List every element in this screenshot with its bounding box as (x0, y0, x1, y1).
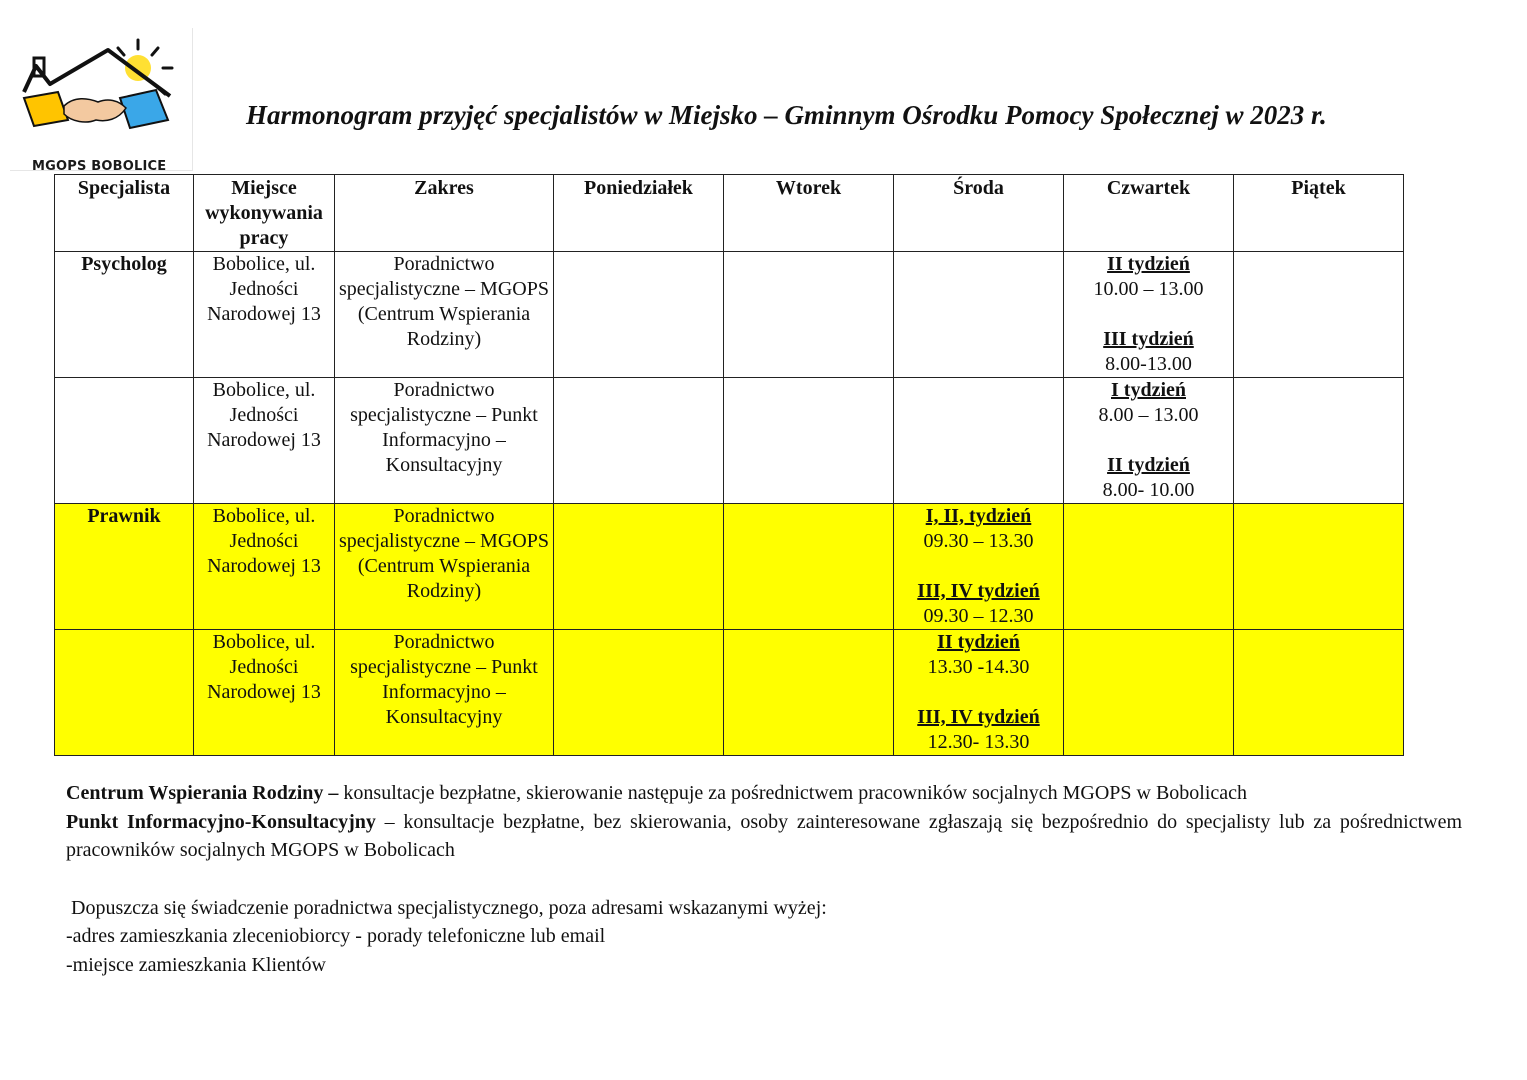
hours: 12.30- 13.30 (927, 731, 1030, 753)
week-label: II tydzień (937, 631, 1020, 653)
scope-cell: Poradnictwo specjalistyczne – MGOPS (Centrum Wspierania Rodziny) (335, 504, 554, 630)
friday-cell (1234, 504, 1404, 630)
table-header-row (55, 175, 1404, 252)
week-label: III tydzień (1103, 328, 1194, 350)
table-row (55, 630, 1404, 756)
notes-section (66, 779, 1462, 979)
note-cwr-term: Centrum Wspierania Rodziny – (66, 782, 339, 804)
wednesday-cell (894, 378, 1064, 504)
thursday-cell (1064, 630, 1234, 756)
header-friday: Piątek (1234, 175, 1404, 252)
tuesday-cell (724, 504, 894, 630)
friday-cell (1234, 252, 1404, 378)
specialist-cell (55, 630, 194, 756)
header-monday: Poniedziałek (554, 175, 724, 252)
week-label: III, IV tydzień (917, 580, 1040, 602)
specialist-cell: Prawnik (55, 504, 194, 630)
place-cell: Bobolice, ul. Jedności Narodowej 13 (194, 378, 335, 504)
note-pik (66, 808, 1462, 865)
table-row (55, 504, 1404, 630)
monday-cell (554, 630, 724, 756)
week-label: II tydzień (1107, 253, 1190, 275)
place-cell: Bobolice, ul. Jedności Narodowej 13 (194, 252, 335, 378)
note-cwr-text: konsultacje bezpłatne, skierowanie następuje za pośrednictwem pracowników socjalnych MGOPS w Bobolicach (338, 782, 1248, 804)
logo-text: MGOPS BOBOLICE (32, 159, 167, 174)
header-tuesday: Wtorek (724, 175, 894, 252)
header-wednesday: Środa (894, 175, 1064, 252)
logo (10, 28, 193, 174)
scope-cell: Poradnictwo specjalistyczne – MGOPS (Centrum Wspierania Rodziny) (335, 252, 554, 378)
monday-cell (554, 504, 724, 630)
page-title: Harmonogram przyjęć specjalistów w Miejsko – Gminnym Ośrodku Pomocy Społecznej w 2023 r. (246, 100, 1327, 130)
week-label: I tydzień (1111, 379, 1186, 401)
wednesday-cell (894, 252, 1064, 378)
header-scope: Zakres (335, 175, 554, 252)
note-pik-term: Punkt Informacyjno-Konsultacyjny (66, 810, 376, 833)
hours: 09.30 – 12.30 (923, 605, 1034, 627)
place-cell: Bobolice, ul. Jedności Narodowej 13 (194, 630, 335, 756)
hours: 13.30 -14.30 (927, 656, 1030, 678)
week-label: III, IV tydzień (917, 706, 1040, 728)
friday-cell (1234, 630, 1404, 756)
table-row (55, 378, 1404, 504)
note-allow: Dopuszcza się świadczenie poradnictwa specjalistycznego, poza adresami wskazanymi wyżej: (66, 896, 827, 919)
schedule-table (54, 174, 1404, 756)
thursday-cell (1064, 252, 1234, 378)
header-place: Miejsce wykonywania pracy (194, 175, 335, 252)
specialist-cell: Psycholog (55, 252, 194, 378)
wednesday-cell (894, 630, 1064, 756)
note-item-1: -adres zamieszkania zleceniobiorcy - porady telefoniczne lub email (66, 925, 606, 947)
wednesday-cell (894, 504, 1064, 630)
place-cell: Bobolice, ul. Jedności Narodowej 13 (194, 504, 335, 630)
friday-cell (1234, 378, 1404, 504)
tuesday-cell (724, 378, 894, 504)
thursday-cell (1064, 504, 1234, 630)
scope-cell: Poradnictwo specjalistyczne – Punkt Informacyjno – Konsultacyjny (335, 630, 554, 756)
header-thursday: Czwartek (1064, 175, 1234, 252)
tuesday-cell (724, 252, 894, 378)
scope-cell: Poradnictwo specjalistyczne – Punkt Informacyjno – Konsultacyjny (335, 378, 554, 504)
week-label: I, II, tydzień (925, 505, 1032, 527)
week-label: II tydzień (1107, 454, 1190, 476)
thursday-cell (1064, 378, 1234, 504)
header-specialist: Specjalista (55, 175, 194, 252)
note-item-2: -miejsce zamieszkania Klientów (66, 953, 326, 976)
house-sun-handshake-icon (10, 28, 192, 170)
monday-cell (554, 252, 724, 378)
note-pik-text: – konsultacje bezpłatne, bez skierowania, osoby zainteresowane zgłaszają się bezpośrednio do specjalisty lub za pośrednictwem pracowników socjalnych MGOPS w Bobolicach (66, 810, 1463, 861)
table-row (55, 252, 1404, 378)
monday-cell (554, 378, 724, 504)
hours: 10.00 – 13.00 (1093, 278, 1204, 300)
hours: 09.30 – 13.30 (923, 530, 1034, 552)
specialist-cell (55, 378, 194, 504)
hours: 8.00-13.00 (1105, 353, 1192, 375)
hours: 8.00 – 13.00 (1098, 404, 1199, 426)
note-cwr (66, 779, 1462, 808)
tuesday-cell (724, 630, 894, 756)
hours: 8.00- 10.00 (1102, 479, 1195, 501)
